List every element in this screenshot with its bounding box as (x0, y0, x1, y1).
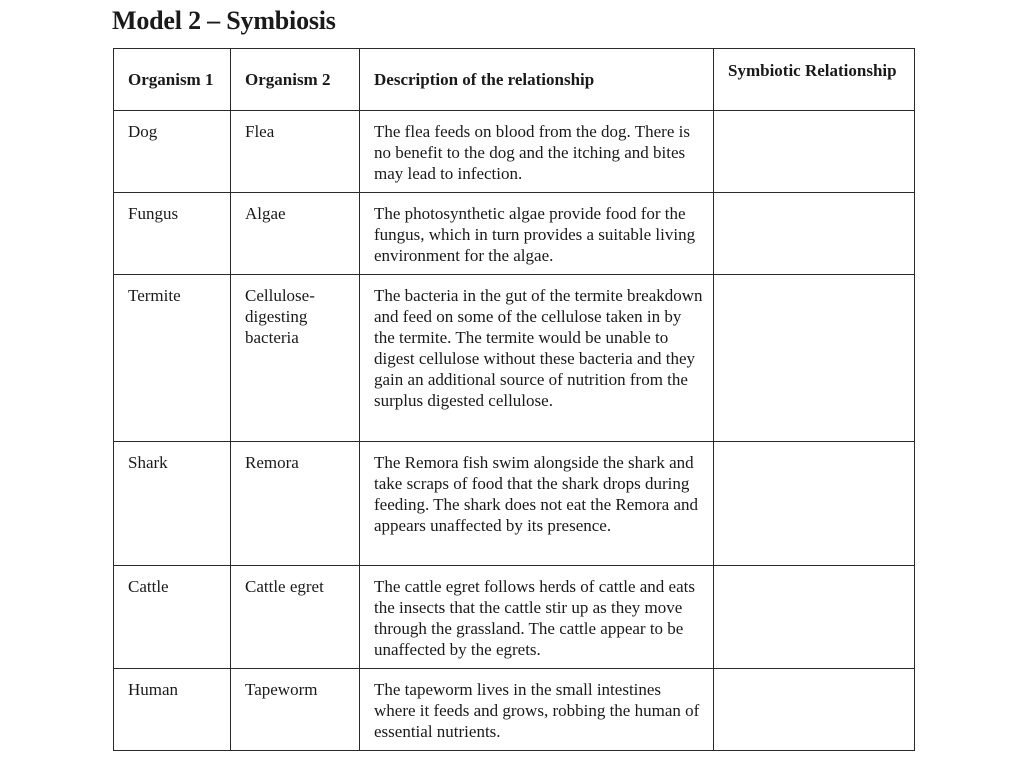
cell-description: The tapeworm lives in the small intestines where it feeds and grows, robbing the human of essential nutrients. (360, 669, 714, 751)
cell-organism-1: Human (114, 669, 231, 751)
cell-description: The bacteria in the gut of the termite breakdown and feed on some of the cellulose taken in by the termite. The termite would be unable to digest cellulose without these bacteria and they gain an additional source of nutrition from the surplus digested cellulose. (360, 275, 714, 442)
header-symbiotic-relationship: Symbiotic Relationship (714, 49, 915, 111)
cell-organism-2: Cellulose-digesting bacteria (231, 275, 360, 442)
symbiosis-table (113, 48, 915, 751)
cell-symbiotic-relationship[interactable] (714, 566, 915, 669)
header-organism-1: Organism 1 (114, 49, 231, 111)
cell-symbiotic-relationship[interactable] (714, 669, 915, 751)
table-row (114, 566, 915, 669)
cell-description: The flea feeds on blood from the dog. There is no benefit to the dog and the itching and bites may lead to infection. (360, 111, 714, 193)
cell-organism-1: Termite (114, 275, 231, 442)
table-row (114, 193, 915, 275)
table-header-row (114, 49, 915, 111)
cell-organism-1: Fungus (114, 193, 231, 275)
page-title: Model 2 – Symbiosis (112, 6, 336, 35)
cell-symbiotic-relationship[interactable] (714, 442, 915, 566)
cell-organism-2: Flea (231, 111, 360, 193)
table-row (114, 442, 915, 566)
table-row (114, 111, 915, 193)
cell-description: The Remora fish swim alongside the shark and take scraps of food that the shark drops during feeding. The shark does not eat the Remora and appears unaffected by its presence. (360, 442, 714, 566)
cell-symbiotic-relationship[interactable] (714, 193, 915, 275)
table-row (114, 275, 915, 442)
header-organism-2: Organism 2 (231, 49, 360, 111)
cell-organism-1: Cattle (114, 566, 231, 669)
cell-organism-1: Dog (114, 111, 231, 193)
header-description: Description of the relationship (360, 49, 714, 111)
cell-organism-2: Tapeworm (231, 669, 360, 751)
table-row (114, 669, 915, 751)
cell-symbiotic-relationship[interactable] (714, 111, 915, 193)
cell-description: The photosynthetic algae provide food for the fungus, which in turn provides a suitable living environment for the algae. (360, 193, 714, 275)
cell-organism-1: Shark (114, 442, 231, 566)
cell-organism-2: Cattle egret (231, 566, 360, 669)
cell-symbiotic-relationship[interactable] (714, 275, 915, 442)
cell-description: The cattle egret follows herds of cattle and eats the insects that the cattle stir up as they move through the grassland. The cattle appear to be unaffected by the egrets. (360, 566, 714, 669)
cell-organism-2: Algae (231, 193, 360, 275)
cell-organism-2: Remora (231, 442, 360, 566)
